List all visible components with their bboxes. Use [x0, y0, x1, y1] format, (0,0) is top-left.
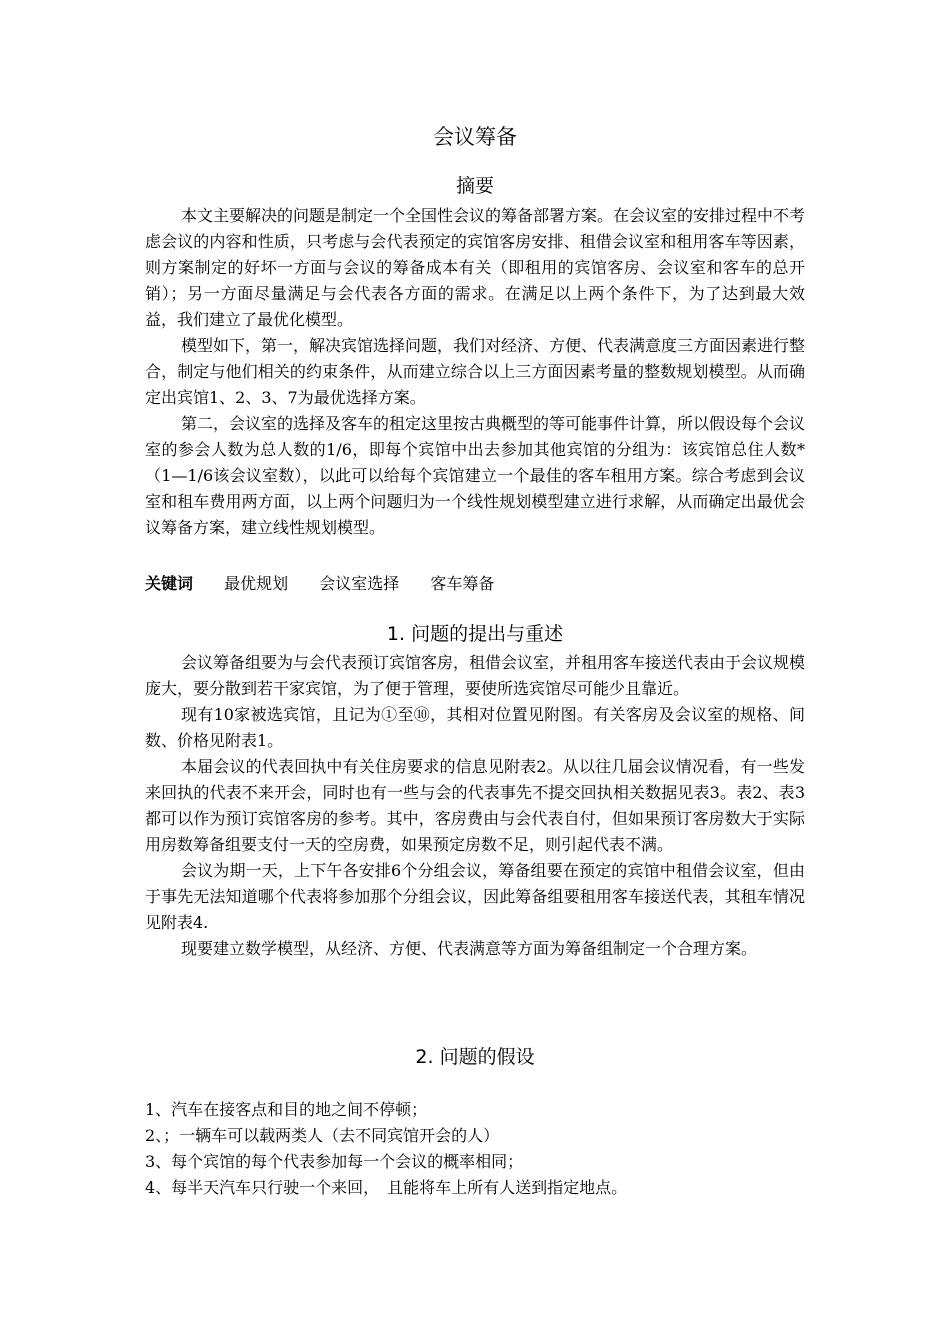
section1-paragraph: 现有10家被选宾馆，且记为①至⑩，其相对位置见附图。有关客房及会议室的规格、间数、价格见附表1。: [145, 705, 805, 750]
assumptions-list-container: [145, 1097, 805, 1201]
abstract-paragraph: 本文主要解决的问题是制定一个全国性会议的筹备部署方案。在会议室的安排过程中不考虑会议的内容和性质，只考虑与会代表预定的宾馆客房安排、租借会议室和租用客车等因素，则方案制定的好坏一方面与会议的筹备成本有关（即租用的宾馆客房、会议室和客车的总开销）；另一方面尽量满足与会代表各方面的需求。在满足以上两个条件下，为了达到最大效益，我们建立了最优化模型。: [145, 206, 806, 329]
assumption-item: 2、；一辆车可以载两类人（去不同宾馆开会的人）: [145, 1126, 500, 1145]
abstract-heading: 摘要: [455, 175, 494, 197]
section1-paragraph: 现要建立数学模型，从经济、方便、代表满意等方面为筹备组制定一个合理方案。: [181, 939, 758, 958]
keyword-item: 客车筹备: [430, 574, 495, 593]
section1-paragraph: 会议筹备组要为与会代表预订宾馆客房，租借会议室，并租用客车接送代表由于会议规模庞大，要分散到若干家宾馆，为了便于管理，要使所选宾馆尽可能少且靠近。: [145, 653, 806, 698]
assumption-item: 3、每个宾馆的每个代表参加每一个会议的概率相同；: [145, 1152, 524, 1171]
keywords-label: 关键词: [145, 574, 194, 593]
abstract-body: [145, 203, 805, 541]
section1-paragraph: 本届会议的代表回执中有关住房要求的信息见附表2。从以往几届会议情况看，有一些发来回执的代表不来开会，同时也有一些与会的代表事先不提交回执相关数据见表3。表2、表3都可以作为预订宾馆客房的参考。其中，客房费由与会代表自付，但如果预订客房数大于实际用房数筹备组要支付一天的空房费，如果预定房数不足，则引起代表不满。: [145, 757, 805, 854]
abstract-paragraph: 模型如下，第一，解决宾馆选择问题，我们对经济、方便、代表满意度三方面因素进行整合，制定与他们相关的约束条件，从而建立综合以上三方面因素考量的整数规划模型。从而确定出宾馆1、2、3、7为最优选择方案。: [145, 336, 806, 407]
keywords-line: [145, 571, 494, 597]
section1-body: [145, 650, 805, 962]
section1-heading: 1. 问题的提出与重述: [386, 623, 564, 645]
keyword-item: 会议室选择: [319, 574, 400, 593]
assumptions-list: [145, 1097, 805, 1201]
section2-heading: 2. 问题的假设: [415, 1046, 535, 1068]
keyword-item: 最优规划: [224, 574, 289, 593]
assumption-item: 1、汽车在接客点和目的地之间不停顿；: [145, 1100, 428, 1119]
abstract-paragraph: 第二，会议室的选择及客车的租定这里按古典概型的等可能事件计算，所以假设每个会议室的参会人数为总人数的1/6，即每个宾馆中出去参加其他宾馆的分组为：该宾馆总住人数*（1—1/6该会议室数），以此可以给每个宾馆建立一个最佳的客车租用方案。综合考虑到会议室和租车费用两方面，以上两个问题归为一个线性规划模型建立进行求解，从而确定出最优会议筹备方案，建立线性规划模型。: [145, 414, 806, 537]
assumption-item: 4、每半天汽车只行驶一个来回， 且能将车上所有人送到指定地点。: [145, 1178, 628, 1197]
paper-title: 会议筹备: [433, 125, 517, 149]
section1-paragraph: 会议为期一天，上下午各安排6个分组会议，筹备组要在预定的宾馆中租借会议室，但由于事先无法知道哪个代表将参加那个分组会议，因此筹备组要租用客车接送代表，其租车情况见附表4.: [145, 861, 805, 932]
